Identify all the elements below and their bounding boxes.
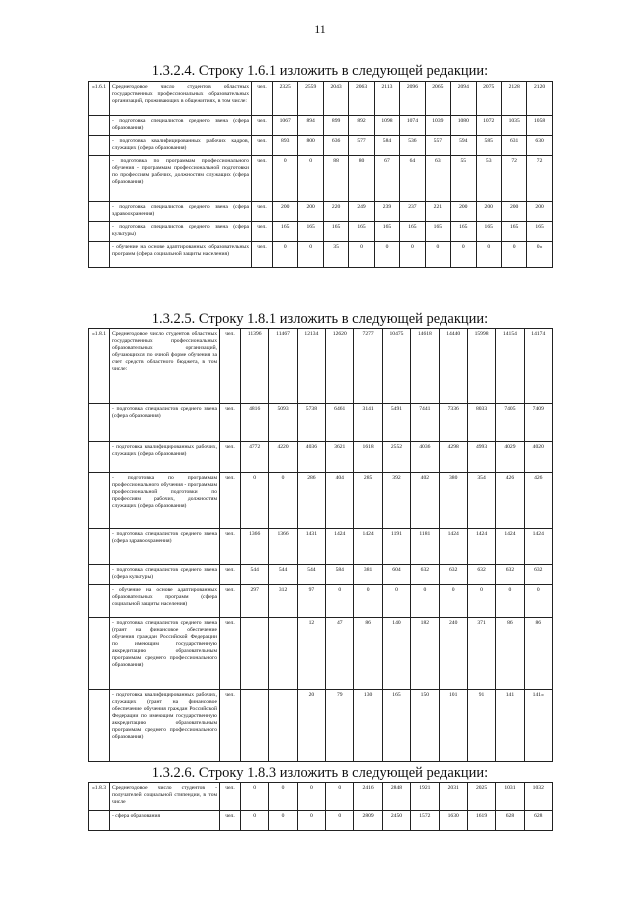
value-cell: 0 xyxy=(496,585,524,618)
value-cell: 35 xyxy=(323,242,348,268)
value-cell: 3141 xyxy=(354,404,382,442)
value-cell: 0 xyxy=(374,242,399,268)
value-cell: 7405 xyxy=(496,404,524,442)
value-cell: 1366 xyxy=(269,529,297,565)
table-row xyxy=(89,404,553,442)
value-cell: 88 xyxy=(323,156,348,202)
value-cell: 200 xyxy=(273,202,298,222)
row-code-cell xyxy=(89,156,110,202)
table-row xyxy=(89,811,553,831)
table-section-3 xyxy=(88,782,553,831)
row-code-cell: «1.8.1 xyxy=(89,329,110,404)
value-cell: 165 xyxy=(273,222,298,242)
value-cell: 632 xyxy=(439,565,467,585)
value-cell: 200 xyxy=(501,202,526,222)
row-unit-cell: чел. xyxy=(252,136,273,156)
value-cell: 5093 xyxy=(269,404,297,442)
row-code-cell xyxy=(89,585,110,618)
value-cell: 1074 xyxy=(400,116,425,136)
value-cell: 402 xyxy=(411,473,439,529)
table-row xyxy=(89,565,553,585)
value-cell: 79 xyxy=(326,690,354,762)
row-description-cell: - подготовка квалифицированных рабочих кадров, служащих (сфера образования) xyxy=(110,136,252,156)
value-cell: 0 xyxy=(297,811,325,831)
row-description-cell: - подготовка по программам профессионального обучения - программам профессиональной подготовки по профессиям рабочих, должностям служащих (сфера образования) xyxy=(110,473,220,529)
table-row xyxy=(89,529,553,565)
value-cell: 12134 xyxy=(297,329,325,404)
value-cell: 47 xyxy=(326,618,354,690)
row-code-cell xyxy=(89,222,110,242)
table-body xyxy=(89,329,553,762)
value-cell xyxy=(241,618,269,690)
table-row xyxy=(89,329,553,404)
value-cell: 4220 xyxy=(269,442,297,473)
table-row xyxy=(89,783,553,811)
row-unit-cell: чел. xyxy=(220,442,241,473)
value-cell: 557 xyxy=(425,136,450,156)
value-cell: 5491 xyxy=(382,404,410,442)
value-cell: 2809 xyxy=(354,811,382,831)
value-cell: 1630 xyxy=(439,811,467,831)
value-cell: 0 xyxy=(354,585,382,618)
value-cell: 0 xyxy=(467,585,495,618)
value-cell: 2128 xyxy=(501,82,526,116)
value-cell: 0 xyxy=(400,242,425,268)
value-cell: 628 xyxy=(524,811,552,831)
table-row xyxy=(89,82,553,116)
value-cell xyxy=(269,618,297,690)
value-cell: 101 xyxy=(439,690,467,762)
value-cell: 544 xyxy=(241,565,269,585)
value-cell: 14618 xyxy=(411,329,439,404)
row-unit-cell: чел. xyxy=(252,222,273,242)
value-cell: 140 xyxy=(382,618,410,690)
row-code-cell xyxy=(89,618,110,690)
value-cell: 1031 xyxy=(496,783,524,811)
value-cell: 0 xyxy=(326,783,354,811)
value-cell: 80 xyxy=(349,156,374,202)
value-cell: 297 xyxy=(241,585,269,618)
value-cell: 1366 xyxy=(241,529,269,565)
value-cell: 628 xyxy=(496,811,524,831)
value-cell: 53 xyxy=(476,156,501,202)
value-cell: 0 xyxy=(298,242,323,268)
value-cell: 1058 xyxy=(527,116,552,136)
value-cell: 1424 xyxy=(496,529,524,565)
value-cell: 631 xyxy=(501,136,526,156)
value-cell: 1191 xyxy=(382,529,410,565)
table-row xyxy=(89,473,553,529)
value-cell: 2096 xyxy=(400,82,425,116)
value-cell: 150 xyxy=(411,690,439,762)
value-cell: 4298 xyxy=(439,442,467,473)
value-cell xyxy=(241,690,269,762)
value-cell: 200 xyxy=(476,202,501,222)
row-code-cell xyxy=(89,690,110,762)
value-cell: 2113 xyxy=(374,82,399,116)
row-description-cell: - обучение на основе адаптированных образовательных программ (сфера социальной защиты населения) xyxy=(110,585,220,618)
row-description-cell: - подготовка специалистов среднего звена (сфера образования) xyxy=(110,116,252,136)
value-cell: 0 xyxy=(476,242,501,268)
value-cell: 165 xyxy=(349,222,374,242)
value-cell: 5738 xyxy=(297,404,325,442)
section-heading: 1.3.2.4. Строку 1.6.1 изложить в следующей редакции: xyxy=(151,63,489,79)
value-cell: 1618 xyxy=(354,442,382,473)
value-cell: 165 xyxy=(298,222,323,242)
value-cell: 200 xyxy=(527,202,552,222)
value-cell: 2063 xyxy=(349,82,374,116)
value-cell: 0 xyxy=(269,811,297,831)
value-cell: 249 xyxy=(349,202,374,222)
value-cell: 0 xyxy=(241,783,269,811)
value-cell: 15998 xyxy=(467,329,495,404)
value-cell: 221 xyxy=(425,202,450,222)
value-cell: 1181 xyxy=(411,529,439,565)
value-cell: 0 xyxy=(241,473,269,529)
value-cell: 4993 xyxy=(467,442,495,473)
value-cell: 2416 xyxy=(354,783,382,811)
value-cell: 200 xyxy=(451,202,476,222)
value-cell: 0 xyxy=(269,473,297,529)
value-cell: 0 xyxy=(349,242,374,268)
value-cell: 86 xyxy=(524,618,552,690)
value-cell: 1424 xyxy=(326,529,354,565)
value-cell: 800 xyxy=(298,136,323,156)
value-cell: 899 xyxy=(323,116,348,136)
value-cell: 165 xyxy=(425,222,450,242)
value-cell: 0 xyxy=(382,585,410,618)
value-cell: 536 xyxy=(400,136,425,156)
value-cell: 220 xyxy=(323,202,348,222)
row-description-cell: - подготовка специалистов среднего звена (сфера здравоохранения) xyxy=(110,202,252,222)
table-row xyxy=(89,618,553,690)
row-description-cell: - сфера образования xyxy=(110,811,220,831)
value-cell: 0 xyxy=(451,242,476,268)
row-code-cell xyxy=(89,202,110,222)
value-cell: 165 xyxy=(451,222,476,242)
value-cell: 12 xyxy=(297,618,325,690)
table-section-2 xyxy=(88,328,553,762)
value-cell: 2120 xyxy=(527,82,552,116)
value-cell: 200 xyxy=(298,202,323,222)
value-cell: 0 xyxy=(439,585,467,618)
value-cell: 11396 xyxy=(241,329,269,404)
value-cell xyxy=(269,690,297,762)
value-cell: 165 xyxy=(501,222,526,242)
section-heading: 1.3.2.5. Строку 1.8.1 изложить в следующей редакции: xyxy=(151,311,489,327)
row-code-cell xyxy=(89,442,110,473)
row-unit-cell: чел. xyxy=(220,811,241,831)
value-cell: 0 xyxy=(501,242,526,268)
section-heading: 1.3.2.6. Строку 1.8.3 изложить в следующей редакции: xyxy=(151,765,489,781)
value-cell: 1035 xyxy=(501,116,526,136)
row-unit-cell: чел. xyxy=(220,329,241,404)
value-cell: 380 xyxy=(439,473,467,529)
row-unit-cell: чел. xyxy=(220,565,241,585)
value-cell: 165 xyxy=(400,222,425,242)
value-cell: 584 xyxy=(326,565,354,585)
value-cell: 4029 xyxy=(496,442,524,473)
value-cell: 237 xyxy=(400,202,425,222)
value-cell: 371 xyxy=(467,618,495,690)
row-description-cell: Среднегодовое число студентов областных государственных профессиональных образовательных организаций, обучающихся по очной форме обучения за счет средств областного бюджета, в том числе: xyxy=(110,329,220,404)
row-description-cell: - подготовка специалистов среднего звена (грант на финансовое обеспечение обучения граждан Российской Федерации по имеющим государственную аккредитацию образовательным программам среднего профессионального образования) xyxy=(110,618,220,690)
value-cell: 6461 xyxy=(326,404,354,442)
value-cell: 426 xyxy=(496,473,524,529)
value-cell: 893 xyxy=(273,136,298,156)
row-unit-cell: чел. xyxy=(220,618,241,690)
value-cell: 2848 xyxy=(382,783,410,811)
value-cell: 86 xyxy=(496,618,524,690)
row-unit-cell: чел. xyxy=(252,82,273,116)
value-cell: 1032 xyxy=(524,783,552,811)
row-unit-cell: чел. xyxy=(220,404,241,442)
value-cell: 8033 xyxy=(467,404,495,442)
row-code-cell xyxy=(89,116,110,136)
value-cell: 20 xyxy=(297,690,325,762)
value-cell: 141 xyxy=(496,690,524,762)
row-code-cell xyxy=(89,242,110,268)
value-cell: 4036 xyxy=(297,442,325,473)
value-cell: 0 xyxy=(241,811,269,831)
row-code-cell xyxy=(89,565,110,585)
value-cell: 894 xyxy=(298,116,323,136)
row-unit-cell: чел. xyxy=(220,529,241,565)
value-cell: 0 xyxy=(298,156,323,202)
value-cell: 7277 xyxy=(354,329,382,404)
value-cell: 594 xyxy=(451,136,476,156)
value-cell: 0 xyxy=(297,783,325,811)
row-unit-cell: чел. xyxy=(220,783,241,811)
value-cell: 0 xyxy=(273,156,298,202)
value-cell: 2075 xyxy=(476,82,501,116)
value-cell: 632 xyxy=(467,565,495,585)
value-cell: 165 xyxy=(323,222,348,242)
value-cell: 0 xyxy=(273,242,298,268)
row-description-cell: - подготовка квалифицированных рабочих, служащих (сфера образования) xyxy=(110,442,220,473)
row-code-cell xyxy=(89,136,110,156)
value-cell: 1424 xyxy=(524,529,552,565)
value-cell: 1072 xyxy=(476,116,501,136)
value-cell: 1431 xyxy=(297,529,325,565)
row-description-cell: - подготовка специалистов среднего звена (сфера культуры) xyxy=(110,222,252,242)
table-row xyxy=(89,116,553,136)
value-cell: 2325 xyxy=(273,82,298,116)
value-cell: 2031 xyxy=(439,783,467,811)
value-cell: 165 xyxy=(382,690,410,762)
table-body xyxy=(89,82,553,268)
table-row xyxy=(89,136,553,156)
value-cell: 1098 xyxy=(374,116,399,136)
value-cell: 0 xyxy=(524,585,552,618)
table-section-1 xyxy=(88,81,553,268)
value-cell: 4036 xyxy=(411,442,439,473)
value-cell: 91 xyxy=(467,690,495,762)
value-cell: 0 xyxy=(411,585,439,618)
value-cell: 544 xyxy=(269,565,297,585)
value-cell: 141» xyxy=(524,690,552,762)
row-unit-cell: чел. xyxy=(252,202,273,222)
value-cell: 165 xyxy=(476,222,501,242)
value-cell: 1039 xyxy=(425,116,450,136)
value-cell: 1619 xyxy=(467,811,495,831)
value-cell: 86 xyxy=(354,618,382,690)
value-cell: 632 xyxy=(496,565,524,585)
row-description-cell: Среднегодовое число студентов областных государственных профессиональных образовательных организаций, проживающих в общежитиях, в том числе: xyxy=(110,82,252,116)
value-cell: 4772 xyxy=(241,442,269,473)
value-cell: 7336 xyxy=(439,404,467,442)
value-cell: 585 xyxy=(476,136,501,156)
row-unit-cell: чел. xyxy=(220,585,241,618)
value-cell: 584 xyxy=(374,136,399,156)
value-cell: 7409 xyxy=(524,404,552,442)
table-body xyxy=(89,783,553,831)
row-description-cell: - обучение на основе адаптированных образовательных программ (сфера социальной защиты населения) xyxy=(110,242,252,268)
table-row xyxy=(89,442,553,473)
value-cell: 14154 xyxy=(496,329,524,404)
value-cell: 10475 xyxy=(382,329,410,404)
value-cell: 165 xyxy=(374,222,399,242)
value-cell: 544 xyxy=(297,565,325,585)
value-cell: 63 xyxy=(425,156,450,202)
value-cell: 11467 xyxy=(269,329,297,404)
value-cell: 240 xyxy=(439,618,467,690)
table-row xyxy=(89,156,553,202)
value-cell: 14440 xyxy=(439,329,467,404)
value-cell: 1424 xyxy=(467,529,495,565)
page-number: 11 xyxy=(314,22,326,36)
value-cell: 55 xyxy=(451,156,476,202)
row-code-cell xyxy=(89,811,110,831)
value-cell: 72 xyxy=(527,156,552,202)
value-cell: 67 xyxy=(374,156,399,202)
table-row xyxy=(89,222,553,242)
value-cell: 64 xyxy=(400,156,425,202)
row-code-cell xyxy=(89,404,110,442)
row-description-cell: Среднегодовое число студентов - получателей социальной стипендии, в том числе xyxy=(110,783,220,811)
row-unit-cell: чел. xyxy=(220,473,241,529)
value-cell: 2559 xyxy=(298,82,323,116)
value-cell: 7441 xyxy=(411,404,439,442)
value-cell: 0 xyxy=(425,242,450,268)
value-cell: 0 xyxy=(326,585,354,618)
row-code-cell: «1.8.3 xyxy=(89,783,110,811)
value-cell: 1572 xyxy=(411,811,439,831)
value-cell: 0 xyxy=(269,783,297,811)
value-cell: 1080 xyxy=(451,116,476,136)
value-cell: 1424 xyxy=(439,529,467,565)
value-cell: 3621 xyxy=(326,442,354,473)
value-cell: 312 xyxy=(269,585,297,618)
value-cell: 392 xyxy=(382,473,410,529)
row-description-cell: - подготовка специалистов среднего звена (сфера культуры) xyxy=(110,565,220,585)
value-cell: 0 xyxy=(326,811,354,831)
row-description-cell: - подготовка по программам профессионального обучения - программам профессиональной подготовки по профессиям рабочих, должностям служащих (сфера образования) xyxy=(110,156,252,202)
row-unit-cell: чел. xyxy=(252,116,273,136)
row-unit-cell: чел. xyxy=(252,156,273,202)
row-description-cell: - подготовка квалифицированных рабочих, служащих (грант на финансовое обеспечение обучения граждан Российской Федерации по имеющим государственную аккредитацию образовательным программам среднего профессионального образования) xyxy=(110,690,220,762)
value-cell: 2094 xyxy=(451,82,476,116)
value-cell: 404 xyxy=(326,473,354,529)
value-cell: 1067 xyxy=(273,116,298,136)
table-row xyxy=(89,202,553,222)
row-code-cell: «1.6.1 xyxy=(89,82,110,116)
row-description-cell: - подготовка специалистов среднего звена (сфера здравоохранения) xyxy=(110,529,220,565)
value-cell: 892 xyxy=(349,116,374,136)
value-cell: 632 xyxy=(411,565,439,585)
table-row xyxy=(89,690,553,762)
row-code-cell xyxy=(89,529,110,565)
table-row xyxy=(89,242,553,268)
value-cell: 4020 xyxy=(524,442,552,473)
value-cell: 354 xyxy=(467,473,495,529)
value-cell: 1424 xyxy=(354,529,382,565)
value-cell: 4816 xyxy=(241,404,269,442)
value-cell: 12620 xyxy=(326,329,354,404)
value-cell: 97 xyxy=(297,585,325,618)
value-cell: 14174 xyxy=(524,329,552,404)
value-cell: 426 xyxy=(524,473,552,529)
value-cell: 2450 xyxy=(382,811,410,831)
value-cell: 577 xyxy=(349,136,374,156)
value-cell: 2065 xyxy=(425,82,450,116)
value-cell: 604 xyxy=(382,565,410,585)
value-cell: 285 xyxy=(354,473,382,529)
value-cell: 381 xyxy=(354,565,382,585)
value-cell: 1921 xyxy=(411,783,439,811)
value-cell: 286 xyxy=(297,473,325,529)
value-cell: 72 xyxy=(501,156,526,202)
value-cell: 165 xyxy=(527,222,552,242)
row-code-cell xyxy=(89,473,110,529)
value-cell: 182 xyxy=(411,618,439,690)
value-cell: 2552 xyxy=(382,442,410,473)
row-unit-cell: чел. xyxy=(220,690,241,762)
value-cell: 2025 xyxy=(467,783,495,811)
table-row xyxy=(89,585,553,618)
value-cell: 630 xyxy=(527,136,552,156)
value-cell: 239 xyxy=(374,202,399,222)
value-cell: 2043 xyxy=(323,82,348,116)
row-description-cell: - подготовка специалистов среднего звена (сфера образования) xyxy=(110,404,220,442)
value-cell: 632 xyxy=(524,565,552,585)
value-cell: 130 xyxy=(354,690,382,762)
value-cell: 636 xyxy=(323,136,348,156)
value-cell: 0» xyxy=(527,242,552,268)
row-unit-cell: чел. xyxy=(252,242,273,268)
